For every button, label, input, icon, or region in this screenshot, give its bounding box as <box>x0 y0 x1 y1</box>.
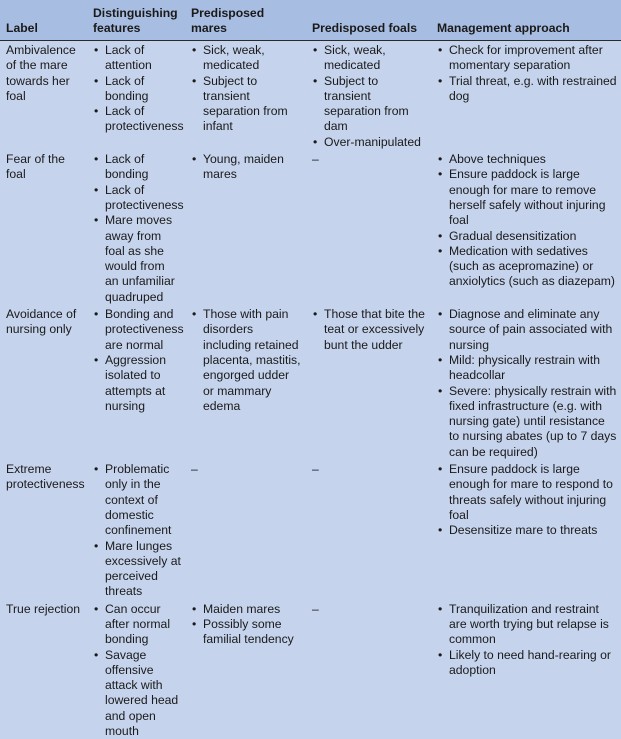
list-item: • Can occur after normal bonding <box>93 602 181 648</box>
list-item: • Sick, weak, medicated <box>312 43 427 74</box>
mares-cell <box>185 150 306 305</box>
features-cell <box>87 150 185 305</box>
row-label: Ambivalence of the mare towards her foal <box>6 43 76 103</box>
header-management: Management approach <box>431 0 621 41</box>
header-row <box>0 0 621 41</box>
foals-cell <box>306 41 431 151</box>
list-item: • Mare moves away from foal as she would from an unfamiliar quadruped <box>93 213 181 305</box>
features-cell <box>87 305 185 460</box>
list-item: • Diagnose and eliminate any source of pain associated with nursing <box>437 307 617 353</box>
header-features: Distinguishing features <box>87 0 185 41</box>
list-item: • Subject to transient separation from infant <box>191 74 302 135</box>
list-item: • Gradual desensitization <box>437 229 617 244</box>
list-item: • Above techniques <box>437 152 617 167</box>
list-item: • Those with pain disorders including retained placenta, mastitis, engorged udder or mammary edema <box>191 307 302 414</box>
list-item: • Likely to need hand-rearing or adoption <box>437 648 617 679</box>
management-cell <box>431 150 621 305</box>
mares-cell-empty: – <box>191 462 198 477</box>
list-item: • Subject to transient separation from dam <box>312 74 427 135</box>
list-item: • Ensure paddock is large enough for mare to remove herself safely without injuring foal <box>437 167 617 228</box>
management-cell <box>431 41 621 151</box>
management-cell <box>431 600 621 739</box>
mares-cell <box>185 41 306 151</box>
list-item: • Possibly some familial tendency <box>191 617 302 648</box>
list-item: • Medication with sedatives (such as acepromazine) or anxiolytics (such as diazepam) <box>437 244 617 290</box>
list-item: • Sick, weak, medicated <box>191 43 302 74</box>
header-label: Label <box>0 0 87 41</box>
list-item: • Aggression isolated to attempts at nursing <box>93 353 181 414</box>
foals-cell-empty: – <box>312 601 319 616</box>
row-label: Extreme protectiveness <box>6 462 85 492</box>
list-item: • Lack of attention <box>93 43 181 74</box>
foals-cell <box>306 305 431 460</box>
row-label: Fear of the foal <box>6 152 65 182</box>
list-item: • Lack of protectiveness <box>93 183 181 214</box>
foals-cell-empty: – <box>312 462 319 477</box>
header-foals: Predisposed foals <box>306 0 431 41</box>
list-item: • Mare lunges excessively at perceived threats <box>93 539 181 600</box>
management-cell <box>431 305 621 460</box>
features-cell <box>87 460 185 600</box>
row-label: Avoidance of nursing only <box>6 307 77 337</box>
list-item: • Trial threat, e.g. with restrained dog <box>437 74 617 105</box>
list-item: • Tranquilization and restraint are worth trying but relapse is common <box>437 602 617 648</box>
list-item: • Lack of bonding <box>93 74 181 105</box>
list-item: • Bonding and protectiveness are normal <box>93 307 181 353</box>
list-item: • Ensure paddock is large enough for mare to respond to threats safely without injuring foal <box>437 462 617 523</box>
features-cell <box>87 41 185 151</box>
list-item: • Maiden mares <box>191 602 302 617</box>
table-row <box>0 460 621 600</box>
list-item: • Over-manipulated <box>312 135 427 150</box>
row-label: True rejection <box>6 601 81 616</box>
mares-cell <box>185 305 306 460</box>
mares-cell <box>185 600 306 739</box>
header-mares: Predisposed mares <box>185 0 306 41</box>
table-row <box>0 305 621 460</box>
foals-cell-empty: – <box>312 152 319 167</box>
list-item: • Those that bite the teat or excessively bunt the udder <box>312 307 427 353</box>
list-item: • Severe: physically restrain with fixed infrastructure (e.g. with nursing gate) until resistance to nursing abates (up to 7 days can be required) <box>437 384 617 460</box>
list-item: • Young, maiden mares <box>191 152 302 183</box>
list-item: • Mild: physically restrain with headcollar <box>437 353 617 384</box>
features-cell <box>87 600 185 739</box>
list-item: • Check for improvement after momentary separation <box>437 43 617 74</box>
list-item: • Lack of bonding <box>93 152 181 183</box>
table-row <box>0 41 621 151</box>
table-row <box>0 150 621 305</box>
table-row <box>0 600 621 739</box>
list-item: • Problematic only in the context of domestic confinement <box>93 462 181 538</box>
list-item: • Desensitize mare to threats <box>437 523 617 538</box>
list-item: • Savage offensive attack with lowered head and open mouth <box>93 648 181 739</box>
list-item: • Lack of protectiveness <box>93 104 181 135</box>
management-cell <box>431 460 621 600</box>
